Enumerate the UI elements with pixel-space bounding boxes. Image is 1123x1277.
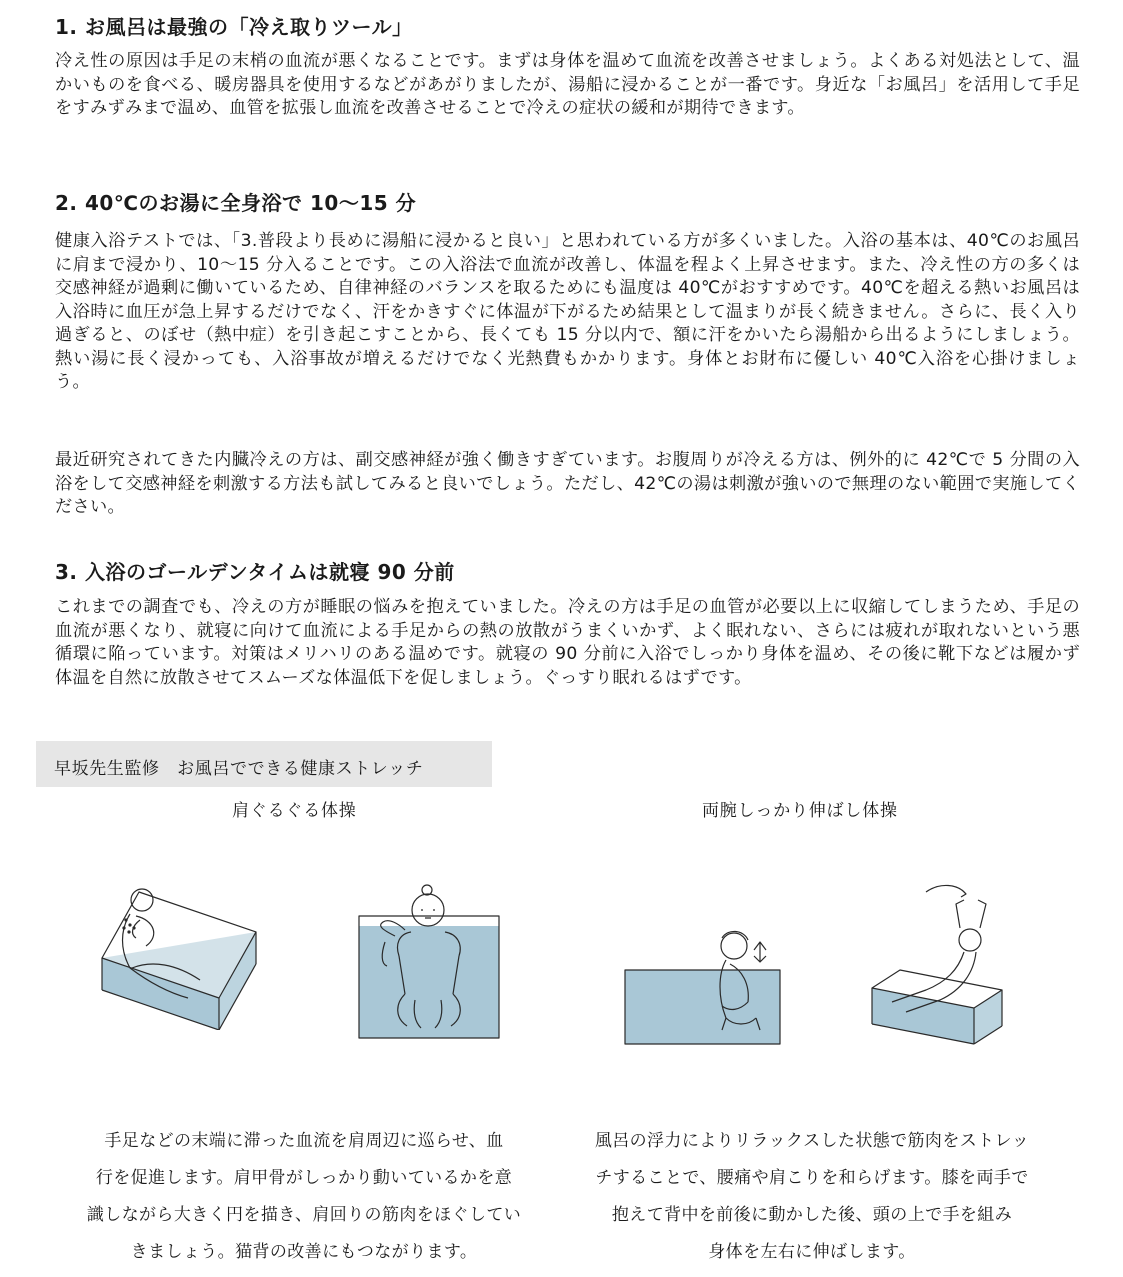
exercise-2-caption-line: 抱えて背中を前後に動かした後、頭の上で手を組み [611,1205,1013,1225]
shoulder-roll-front-illustration [355,882,505,1040]
exercise-2-caption-line: チすることで、腰痛や肩こりを和らげます。膝を両手で [595,1168,1029,1188]
arm-stretch-illustration [866,878,1006,1050]
exercise-1-caption [55,1123,553,1271]
section-1-heading: 1. お風呂は最強の「冷え取りツール」 [55,15,413,39]
section-3-heading: 3. 入浴のゴールデンタイムは就寝 90 分前 [55,560,455,584]
exercise-1-caption-line: 手足などの末端に滞った血流を肩周辺に巡らせ、血 [104,1131,504,1151]
exercise-1-caption-line: きましょう。猫背の改善にもつながります。 [130,1242,478,1262]
shoulder-roll-side-illustration [96,880,268,1030]
section-2-heading: 2. 40℃のお湯に全身浴で 10〜15 分 [55,191,417,215]
section-1-body: 冷え性の原因は手足の末梢の血流が悪くなることです。まずは身体を温めて血流を改善させましょう。よくある対処法として、温かいものを食べる、暖房器具を使用するなどがあがりましたが、湯船に浸かることが一番です。身近な「お風呂」を活用して手足をすみずみまで温め、血管を拡張し血流を改善させることで冷えの症状の緩和が期待できます。 [55,51,1080,118]
stretch-banner-label: 早坂先生監修 お風呂でできる健康ストレッチ [54,759,424,779]
exercise-2-caption [562,1123,1062,1271]
knee-hug-illustration [622,918,784,1046]
exercise-1-caption-line: 識しながら大きく円を描き、肩回りの筋肉をほぐしてい [86,1205,522,1225]
section-2-note: 最近研究されてきた内臓冷えの方は、副交感神経が強く働きすぎています。お腹周りが冷える方は、例外的に 42℃で 5 分間の入浴をして交感神経を刺激する方法も試してみると良いでしょう。ただし、42℃の湯は刺激が強いので無理のない範囲で実施してください。 [55,450,1080,517]
exercise-1-caption-line: 行を促進します。肩甲骨がしっかり動いているかを意 [95,1168,513,1188]
exercise-2-caption-line: 風呂の浮力によりリラックスした状態で筋肉をストレッ [594,1131,1030,1151]
exercise-2-title: 両腕しっかり伸ばし体操 [702,801,898,821]
exercise-2-caption-line: 身体を左右に伸ばします。 [708,1242,916,1262]
section-2-body: 健康入浴テストでは、「3.普段より長めに湯船に浸かると良い」と思われている方が多くいました。入浴の基本は、40℃のお風呂に肩まで浸かり、10〜15 分入ることです。この入浴法で血流が改善し、体温を程よく上昇させます。また、冷え性の方の多くは交感神経が過剰に働いているため、自律神経のバランスを取るためにも温度は 40℃がおすすめです。40℃を超える熱いお風呂は入浴時に血圧が急上昇するだけでなく、汗をかきすぐに体温が下がるため結果として温まりが長く続きません。さらに、長く入り過ぎると、のぼせ（熱中症）を引き起こすことから、長くても 15 分以内で、額に汗をかいたら湯船から出るようにしましょう。熱い湯に長く浸かっても、入浴事故が増えるだけでなく光熱費もかかります。身体とお財布に優しい 40℃入浴を心掛けましょう。 [55,231,1080,392]
stretch-banner [36,741,492,787]
exercise-1-title: 肩ぐるぐる体操 [232,801,357,821]
section-3-body: これまでの調査でも、冷えの方が睡眠の悩みを抱えていました。冷えの方は手足の血管が必要以上に収縮してしまうため、手足の血流が悪くなり、就寝に向けて血流による手足からの熱の放散がうまくいかず、よく眠れない、さらには疲れが取れないという悪循環に陥っています。対策はメリハリのある温めです。就寝の 90 分前に入浴でしっかり身体を温め、その後に靴下などは履かず体温を自然に放散させてスムーズな体温低下を促しましょう。ぐっすり眠れるはずです。 [55,597,1080,688]
